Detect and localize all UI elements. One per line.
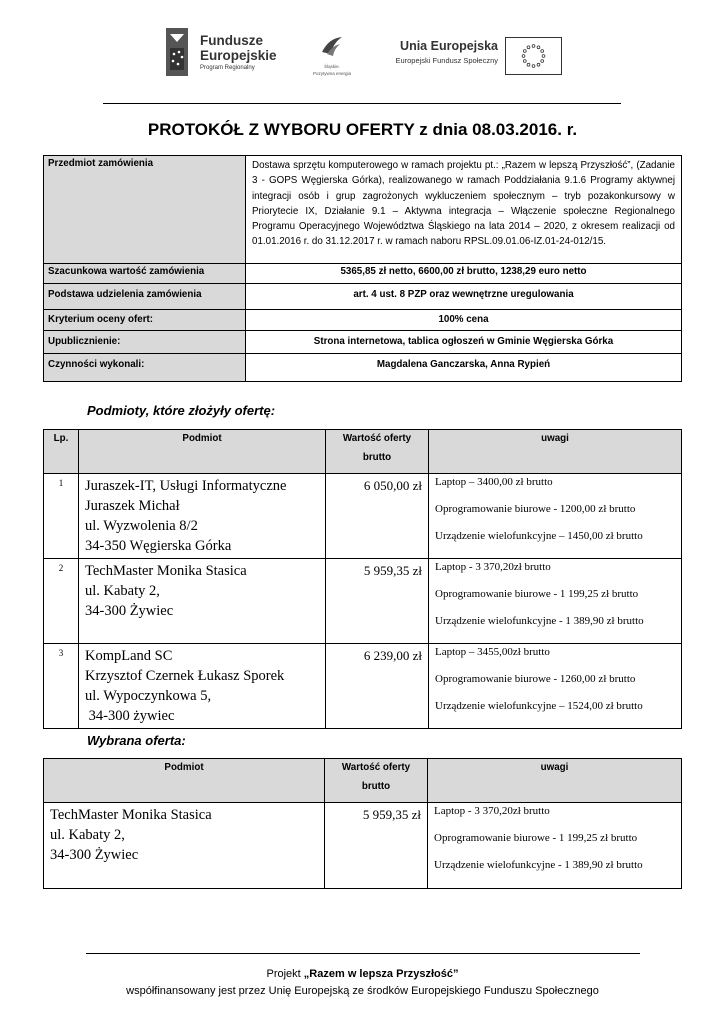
company-line: KompLand SC	[85, 648, 173, 664]
company-line: Krzysztof Czernek Łukasz Sporek	[85, 668, 285, 684]
note-line: Urządzenie wielofunkcyjne - 1 389,90 zł brutto	[434, 859, 643, 871]
slaskie-bird-icon	[319, 34, 345, 58]
company-line: 34-350 Węgierska Górka	[85, 538, 232, 554]
info-label: Upublicznienie:	[44, 331, 246, 354]
selected-company	[44, 803, 325, 889]
company-line: 34-300 żywiec	[85, 708, 175, 724]
info-value: art. 4 ust. 8 PZP oraz wewnętrzne uregulowania	[246, 284, 682, 310]
selected-heading: Wybrana oferta:	[87, 733, 186, 748]
selected-header-row	[44, 759, 682, 803]
note-line: Oprogramowanie biurowe - 1260,00 zł brutto	[435, 673, 636, 685]
company-line: TechMaster Monika Stasica	[50, 807, 212, 823]
sel-col-uwagi-header: uwagi	[428, 759, 682, 803]
offer-company	[79, 644, 326, 729]
company-line: TechMaster Monika Stasica	[85, 563, 247, 579]
info-value: 100% cena	[246, 310, 682, 331]
order-info-table	[43, 155, 682, 382]
info-row-subject	[44, 156, 682, 264]
offer-value: 6 050,00 zł	[326, 474, 429, 559]
note-line: Oprogramowanie biurowe - 1 199,25 zł brutto	[435, 588, 639, 600]
sel-col-podmiot-header: Podmiot	[44, 759, 325, 803]
info-label: Kryterium oceny ofert:	[44, 310, 246, 331]
offer-company	[79, 474, 326, 559]
footer-prefix: Projekt	[266, 968, 304, 980]
company-line: 34-300 Żywiec	[85, 603, 174, 619]
note-line: Laptop - 3 370,20zł brutto	[434, 805, 550, 817]
page-title: PROTOKÓŁ Z WYBORU OFERTY z dnia 08.03.2016. r.	[147, 120, 578, 139]
fundusze-europejskie-emblem-icon	[166, 28, 188, 76]
slaskie-line1: Śląskie.	[324, 64, 340, 69]
offer-lp: 3	[44, 644, 79, 729]
selected-notes	[428, 803, 682, 889]
offer-row	[44, 644, 682, 729]
selected-value: 5 959,35 zł	[325, 803, 428, 889]
col-wartosc-header	[326, 430, 429, 474]
fe-logo-line3: Program Regionalny	[200, 65, 255, 71]
offer-row	[44, 559, 682, 644]
info-row-performed-by	[44, 354, 682, 382]
info-value: 5365,85 zł netto, 6600,00 zł brutto, 1238,29 euro netto	[246, 264, 682, 284]
offer-notes	[429, 559, 682, 644]
footer-divider	[86, 953, 640, 954]
sel-col-wartosc-header	[325, 759, 428, 803]
info-value: Dostawa sprzętu komputerowego w ramach projektu pt.: „Razem w lepszą Przyszłość”, (Zadanie 3 - GOPS Węgierska Górka), realizowanego w ramach Poddziałania 9.1.6 Programy aktywnej integracji osób i grup zagrożonych wykluczeniem społecznym – tryb pozakonkursowy w Priorytecie IX, Działanie 9.1 – Aktywna integracja – Włączenie społeczne Regionalnego Programu Operacyjnego Województwa Śląskiego na lata 2014 – 2020, z okresem realizacji od 01.01.2016 r. do 31.12.2017 r. w ramach naboru RPSL.09.01.06-IZ.01-24-012/15.	[246, 156, 682, 264]
footer-project-name: „Razem w lepsza Przyszłość”	[303, 968, 459, 980]
col-podmiot-header: Podmiot	[79, 430, 326, 474]
sel-col-wartosc-line1: Wartość oferty	[341, 762, 411, 773]
company-line: ul. Wyzwolenia 8/2	[85, 518, 198, 534]
company-line: Juraszek-IT, Usługi Informatyczne	[85, 478, 287, 494]
info-label: Czynności wykonali:	[44, 354, 246, 382]
fe-logo-line1: Fundusze	[200, 33, 263, 48]
offers-heading: Podmioty, które złożyły ofertę:	[87, 403, 276, 418]
note-line: Urządzenie wielofunkcyjne - 1 389,90 zł brutto	[435, 615, 644, 627]
note-line: Laptop – 3455,00zł brutto	[435, 646, 550, 658]
info-value: Strona internetowa, tablica ogłoszeń w Gminie Węgierska Górka	[246, 331, 682, 354]
fundusze-europejskie-logo	[166, 28, 326, 78]
footer-line2: współfinansowany jest przez Unię Europejską ze środków Europejskiego Funduszu Społecznego	[126, 985, 599, 997]
info-row-publication	[44, 331, 682, 354]
note-line: Laptop - 3 370,20zł brutto	[435, 561, 551, 573]
unia-europejska-logo-text	[382, 40, 498, 65]
offers-header-row	[44, 430, 682, 474]
company-line: 34-300 Żywiec	[50, 847, 139, 863]
col-uwagi-header: uwagi	[429, 430, 682, 474]
col-wartosc-line1: Wartość oferty	[342, 433, 412, 444]
offer-value: 5 959,35 zł	[326, 559, 429, 644]
note-line: Oprogramowanie biurowe - 1200,00 zł brutto	[435, 503, 636, 515]
offer-lp: 2	[44, 559, 79, 644]
note-line: Laptop – 3400,00 zł brutto	[435, 476, 553, 488]
slaskie-line2: Pozytywna energia	[312, 70, 352, 76]
info-row-criterion	[44, 310, 682, 331]
info-row-estimate	[44, 264, 682, 284]
company-line: ul. Kabaty 2,	[85, 583, 160, 599]
header-divider	[103, 103, 621, 104]
eu-flag-icon	[505, 37, 562, 75]
fe-logo-line2: Europejskie	[200, 47, 277, 63]
selected-offer-row	[44, 803, 682, 889]
offer-notes	[429, 474, 682, 559]
offer-lp: 1	[44, 474, 79, 559]
company-line: Juraszek Michał	[85, 498, 180, 514]
info-value: Magdalena Ganczarska, Anna Rypień	[246, 354, 682, 382]
note-line: Oprogramowanie biurowe - 1 199,25 zł brutto	[434, 832, 638, 844]
col-wartosc-line2: brutto	[362, 452, 392, 463]
footer-line1	[0, 966, 725, 983]
company-line: ul. Wypoczynkowa 5,	[85, 688, 212, 704]
note-line: Urządzenie wielofunkcyjne – 1524,00 zł brutto	[435, 700, 643, 712]
offers-table	[43, 429, 682, 729]
footer	[0, 966, 725, 1000]
info-label: Podstawa udzielenia zamówienia	[44, 284, 246, 310]
selected-offer-table	[43, 758, 682, 889]
col-lp-header: Lp.	[44, 430, 79, 474]
offer-row	[44, 474, 682, 559]
note-line: Urządzenie wielofunkcyjne – 1450,00 zł brutto	[435, 530, 643, 542]
offer-notes	[429, 644, 682, 729]
ue-line2: Europejski Fundusz Społeczny	[395, 55, 498, 65]
sel-col-wartosc-line2: brutto	[361, 781, 391, 792]
info-row-basis	[44, 284, 682, 310]
ue-line1: Unia Europejska	[400, 39, 498, 53]
info-label: Szacunkowa wartość zamówienia	[44, 264, 246, 284]
offer-value: 6 239,00 zł	[326, 644, 429, 729]
info-label: Przedmiot zamówienia	[44, 156, 246, 264]
company-line: ul. Kabaty 2,	[50, 827, 125, 843]
slaskie-logo	[310, 34, 354, 78]
offer-company	[79, 559, 326, 644]
